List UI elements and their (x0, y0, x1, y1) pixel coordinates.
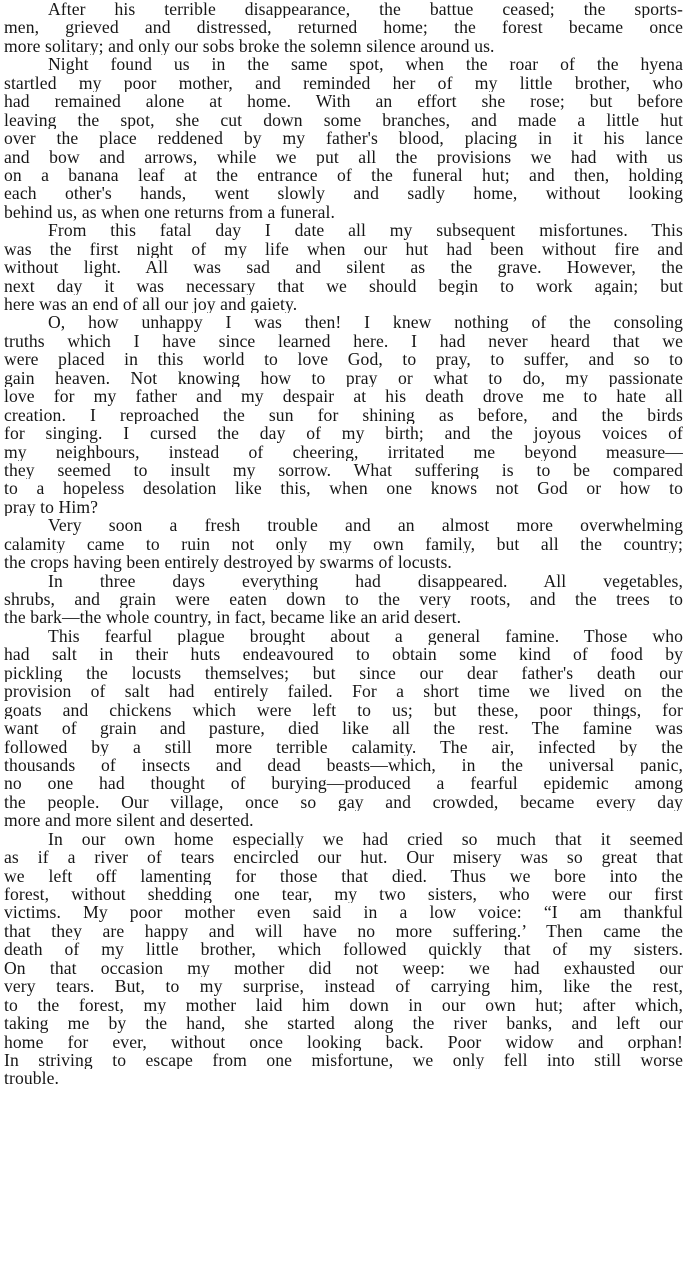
text-line: calamity came to ruin not only my own family, but all the country; (4, 534, 683, 554)
text-line: here was an end of all our joy and gaiety. (4, 295, 298, 314)
text-line: for singing. I cursed the day of my birth; and the joyous voices of (4, 424, 683, 443)
text-line: and bow and arrows, while we put all the provisions we had with us (4, 147, 683, 166)
text-line: thousands of insects and dead beasts—which, in the universal panic, (4, 755, 683, 775)
text-line: to a hopeless desolation like this, when one knows not God or how to (4, 479, 683, 498)
text-line: to the forest, my mother laid him down in our own hut; after which, (4, 995, 683, 1015)
text-line: Night found us in the same spot, when the roar of the hyena (48, 55, 683, 74)
text-line: my neighbours, instead of cheering, irritated me beyond measure— (4, 442, 683, 461)
text-line: very tears. But, to my surprise, instead of carrying him, like the rest, (4, 977, 683, 996)
text-line: forest, without shedding one tear, my two sisters, who were our first (4, 885, 683, 904)
text-line: the bark—the whole country, in fact, became like an arid desert. (4, 608, 462, 627)
paragraph (4, 221, 683, 313)
text-line: leaving the spot, she cut down some branches, and made a little hut (4, 110, 683, 130)
text-line: O, how unhappy I was then! I knew nothing of the consoling (48, 313, 683, 332)
text-line: In striving to escape from one misfortune, we only fell into still worse (4, 1050, 683, 1070)
text-line: Very soon a fresh trouble and an almost more overwhelming (48, 516, 683, 535)
text-line: no one had thought of burying—produced a fearful epidemic among (4, 774, 683, 793)
text-line: men, grieved and distressed, returned home; the forest became once (4, 18, 683, 37)
text-line: love for my father and my despair at his death drove me to hate all (4, 387, 683, 406)
paragraph (4, 627, 683, 830)
text-line: without light. All was sad and silent as the grave. However, the (4, 258, 683, 277)
paragraph (4, 0, 683, 55)
text-line: startled my poor mother, and reminded her of my little brother, who (4, 73, 683, 93)
text-line: they seemed to insult my sorrow. What suffering is to be compared (4, 460, 683, 480)
text-line: next day it was necessary that we should begin to work again; but (4, 276, 683, 295)
paragraph (4, 572, 683, 627)
text-line: After his terrible disappearance, the battue ceased; the sports- (48, 0, 683, 19)
text-line: that they are happy and will have no more suffering.’ Then came the (4, 921, 683, 941)
text-line: want of grain and pasture, died like all the rest. The famine was (4, 719, 683, 738)
text-line: victims. My poor mother even said in a low voice: “I am thankful (4, 903, 683, 922)
text-line: creation. I reproached the sun for shining as before, and the birds (4, 405, 683, 425)
paragraph (4, 313, 683, 516)
text-line: On that occasion my mother did not weep: we had exhausted our (4, 958, 683, 978)
text-line: provision of salt had entirely failed. For a short time we lived on the (4, 682, 683, 701)
text-line: on a banana leaf at the entrance of the funeral hut; and then, holding (4, 165, 683, 185)
text-line: trouble. (4, 1069, 60, 1088)
text-line: taking me by the hand, she started along the river banks, and left our (4, 1014, 683, 1033)
text-line: had remained alone at home. With an effort she rose; but before (4, 92, 683, 111)
text-line: each other's hands, went slowly and sadly home, without looking (4, 184, 683, 203)
text-line: pickling the locusts themselves; but since our dear father's death our (4, 663, 683, 683)
text-line: pray to Him? (4, 497, 99, 517)
text-line: behind us, as when one returns from a funeral. (4, 202, 335, 222)
text-line: were placed in this world to love God, to pray, to suffer, and so to (4, 350, 683, 369)
text-line: as if a river of tears encircled our hut. Our misery was so great that (4, 848, 683, 867)
text-line: goats and chickens which were left to us; but these, poor things, for (4, 700, 683, 720)
text-line: we left off lamenting for those that died. Thus we bore into the (4, 866, 683, 885)
text-line: truths which I have since learned here. I had never heard that we (4, 331, 683, 351)
text-line: From this fatal day I date all my subsequent misfortunes. This (48, 221, 683, 240)
text-line: more solitary; and only our sobs broke the solemn silence around us. (4, 36, 495, 56)
text-line: death of my little brother, which followed quickly that of my sisters. (4, 940, 683, 959)
text-line: over the place reddened by my father's blood, placing in it his lance (4, 129, 683, 148)
text-line: had salt in their huts endeavoured to obtain some kind of food by (4, 645, 683, 664)
text-line: more and more silent and deserted. (4, 811, 254, 830)
text-line: was the first night of my life when our hut had been without fire and (4, 239, 683, 259)
text-line: the crops having been entirely destroyed by swarms of locusts. (4, 553, 452, 572)
text-line: gain heaven. Not knowing how to pray or what to do, my passionate (4, 368, 683, 388)
text-line: the people. Our village, once so gay and crowded, became every day (4, 792, 683, 812)
text-line: In our own home especially we had cried so much that it seemed (48, 829, 683, 849)
text-line: In three days everything had disappeared. All vegetables, (48, 571, 683, 590)
paragraph (4, 55, 683, 221)
text-line: followed by a still more terrible calamity. The air, infected by the (4, 737, 683, 756)
text-line: shrubs, and grain were eaten down to the very roots, and the trees to (4, 590, 683, 609)
paragraph (4, 516, 683, 571)
paragraph (4, 830, 683, 1088)
text-line: This fearful plague brought about a general famine. Those who (48, 626, 683, 646)
text-line: home for ever, without once looking back. Poor widow and orphan! (4, 1032, 683, 1051)
